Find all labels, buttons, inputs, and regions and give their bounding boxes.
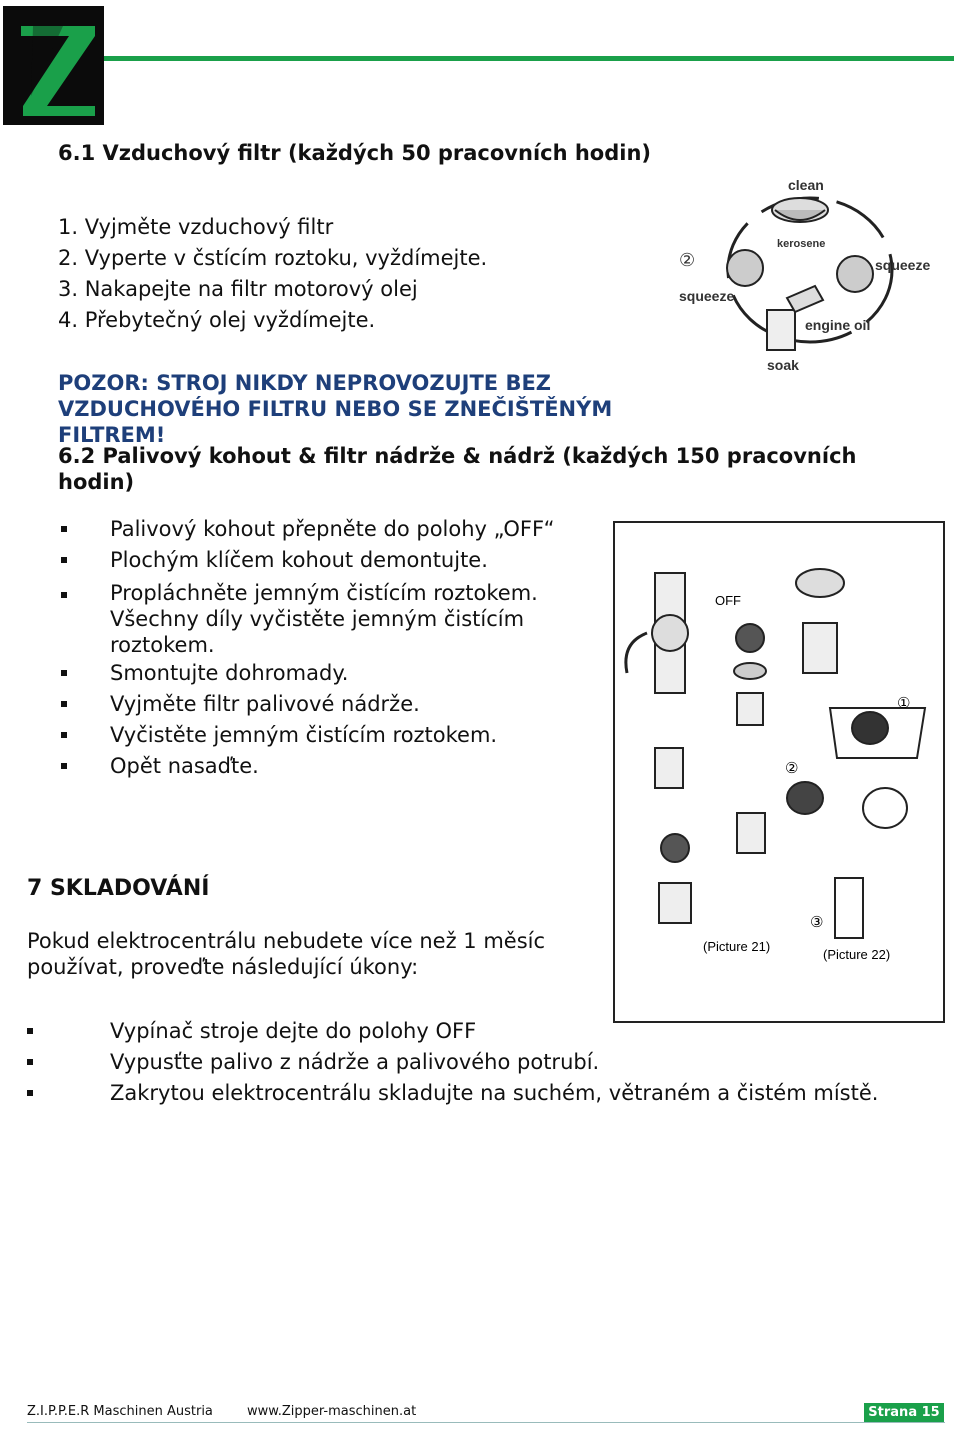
- list-item: Vypusťte palivo z nádrže a palivového potrubí.: [24, 1047, 944, 1078]
- caption-picture-21: (Picture 21): [703, 939, 771, 954]
- label-kerosene: kerosene: [777, 238, 826, 250]
- label-soak: soak: [767, 357, 799, 373]
- caption-picture-22: (Picture 22): [823, 947, 891, 962]
- footer-website[interactable]: www.Zipper-maschinen.at: [247, 1404, 417, 1419]
- list-item: Propláchněte jemným čistícím roztokem. Všechny díly vyčistěte jemným čistícím roztokem.: [58, 580, 578, 658]
- storage-intro: Pokud elektrocentrálu nebudete více než 1 měsíc používat, proveďte následující úkony:: [27, 929, 546, 979]
- list-item: Smontujte dohromady.: [58, 658, 578, 689]
- section-7-title: 7 SKLADOVÁNÍ: [27, 876, 210, 901]
- footer-rule: [27, 1422, 945, 1423]
- air-filter-steps: [58, 212, 658, 336]
- off-label: OFF: [715, 593, 741, 608]
- warning-text: POZOR: STROJ NIKDY NEPROVOZUJTE BEZ VZDUCHOVÉHO FILTRU NEBO SE ZNEČIŠTĚNÝM FILTREM!: [58, 371, 613, 447]
- fuel-cock-figure: [613, 521, 945, 1023]
- list-item: 3. Nakapejte na filtr motorový olej: [58, 277, 418, 301]
- list-item: 4. Přebytečný olej vyždímejte.: [58, 308, 376, 332]
- list-item: Vyčistěte jemným čistícím roztokem.: [58, 720, 578, 751]
- fuel-valve-steps: [58, 514, 578, 782]
- label-squeeze-right: squeeze: [875, 257, 931, 273]
- list-item: Vyjměte filtr palivové nádrže.: [58, 689, 578, 720]
- section-6-1-title: 6.1 Vzduchový filtr (každých 50 pracovních hodin): [58, 141, 652, 165]
- label-squeeze-left: squeeze: [679, 288, 735, 304]
- header-rule: [104, 56, 954, 61]
- list-item: Plochým klíčem kohout demontujte.: [58, 545, 578, 576]
- section-6-2-title: 6.2 Palivový kohout & filtr nádrže & nádrž (každých 150 pracovních hodin): [58, 444, 857, 494]
- footer-company: Z.I.P.P.E.R Maschinen Austria: [27, 1404, 213, 1419]
- step-3: ③: [810, 913, 824, 931]
- list-item: 2. Vyperte v čstícím roztoku, vyždímejte.: [58, 246, 488, 270]
- footer: [27, 1404, 446, 1419]
- list-item: Opět nasaďte.: [58, 751, 578, 782]
- label-clean: clean: [788, 177, 824, 193]
- brand-logo: [3, 6, 104, 125]
- air-filter-cleaning-illustration: [675, 170, 945, 380]
- list-item: Vypínač stroje dejte do polohy OFF: [24, 1016, 944, 1047]
- step-1: ①: [897, 694, 911, 712]
- list-item: Zakrytou elektrocentrálu skladujte na suchém, větraném a čistém místě.: [24, 1078, 944, 1109]
- label-engine-oil: engine oil: [805, 317, 871, 333]
- list-item: 1. Vyjměte vzduchový filtr: [58, 215, 334, 239]
- page-number-badge: Strana 15: [864, 1403, 944, 1423]
- step-2: ②: [785, 759, 799, 777]
- label-step-2: ②: [679, 250, 696, 271]
- list-item: Palivový kohout přepněte do polohy „OFF“: [58, 514, 578, 545]
- storage-steps: [24, 1016, 944, 1109]
